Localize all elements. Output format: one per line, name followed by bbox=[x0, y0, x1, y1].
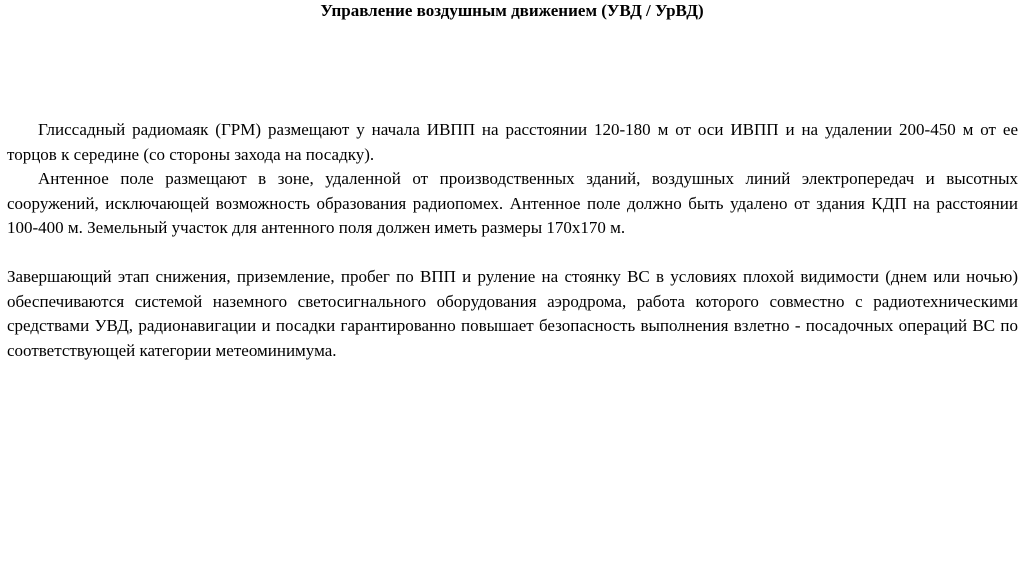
paragraph-final-approach: Завершающий этап снижения, приземление, пробег по ВПП и руление на стоянку ВС в условиях плохой видимости (днем или ночью) обеспечиваются системой наземного светосигнального оборудования аэродрома, работа которого совместно с радиотехническими средствами УВД, радионавигации и посадки гарантированно повышает безопасность выполнения взлетно - посадочных операций ВС по соответствующей категории метеоминимума. bbox=[7, 267, 1018, 360]
paragraph-antenna-field: Антенное поле размещают в зоне, удаленной от производственных зданий, воздушных линий электропередач и высотных сооружений, исключающей возможность образования радиопомех. Антенное поле должно быть удалено от здания КДП на расстоянии 100-400 м. Земельный участок для антенного поля должен иметь размеры 170х170 м. bbox=[7, 169, 1018, 237]
paragraph-glide-slope: Глиссадный радиомаяк (ГРМ) размещают у начала ИВПП на расстоянии 120-180 м от оси ИВПП и на удалении 200-450 м от ее торцов к середине (со стороны захода на посадку). bbox=[7, 120, 1018, 164]
page-title: Управление воздушным движением (УВД / УрВД) bbox=[320, 1, 704, 20]
